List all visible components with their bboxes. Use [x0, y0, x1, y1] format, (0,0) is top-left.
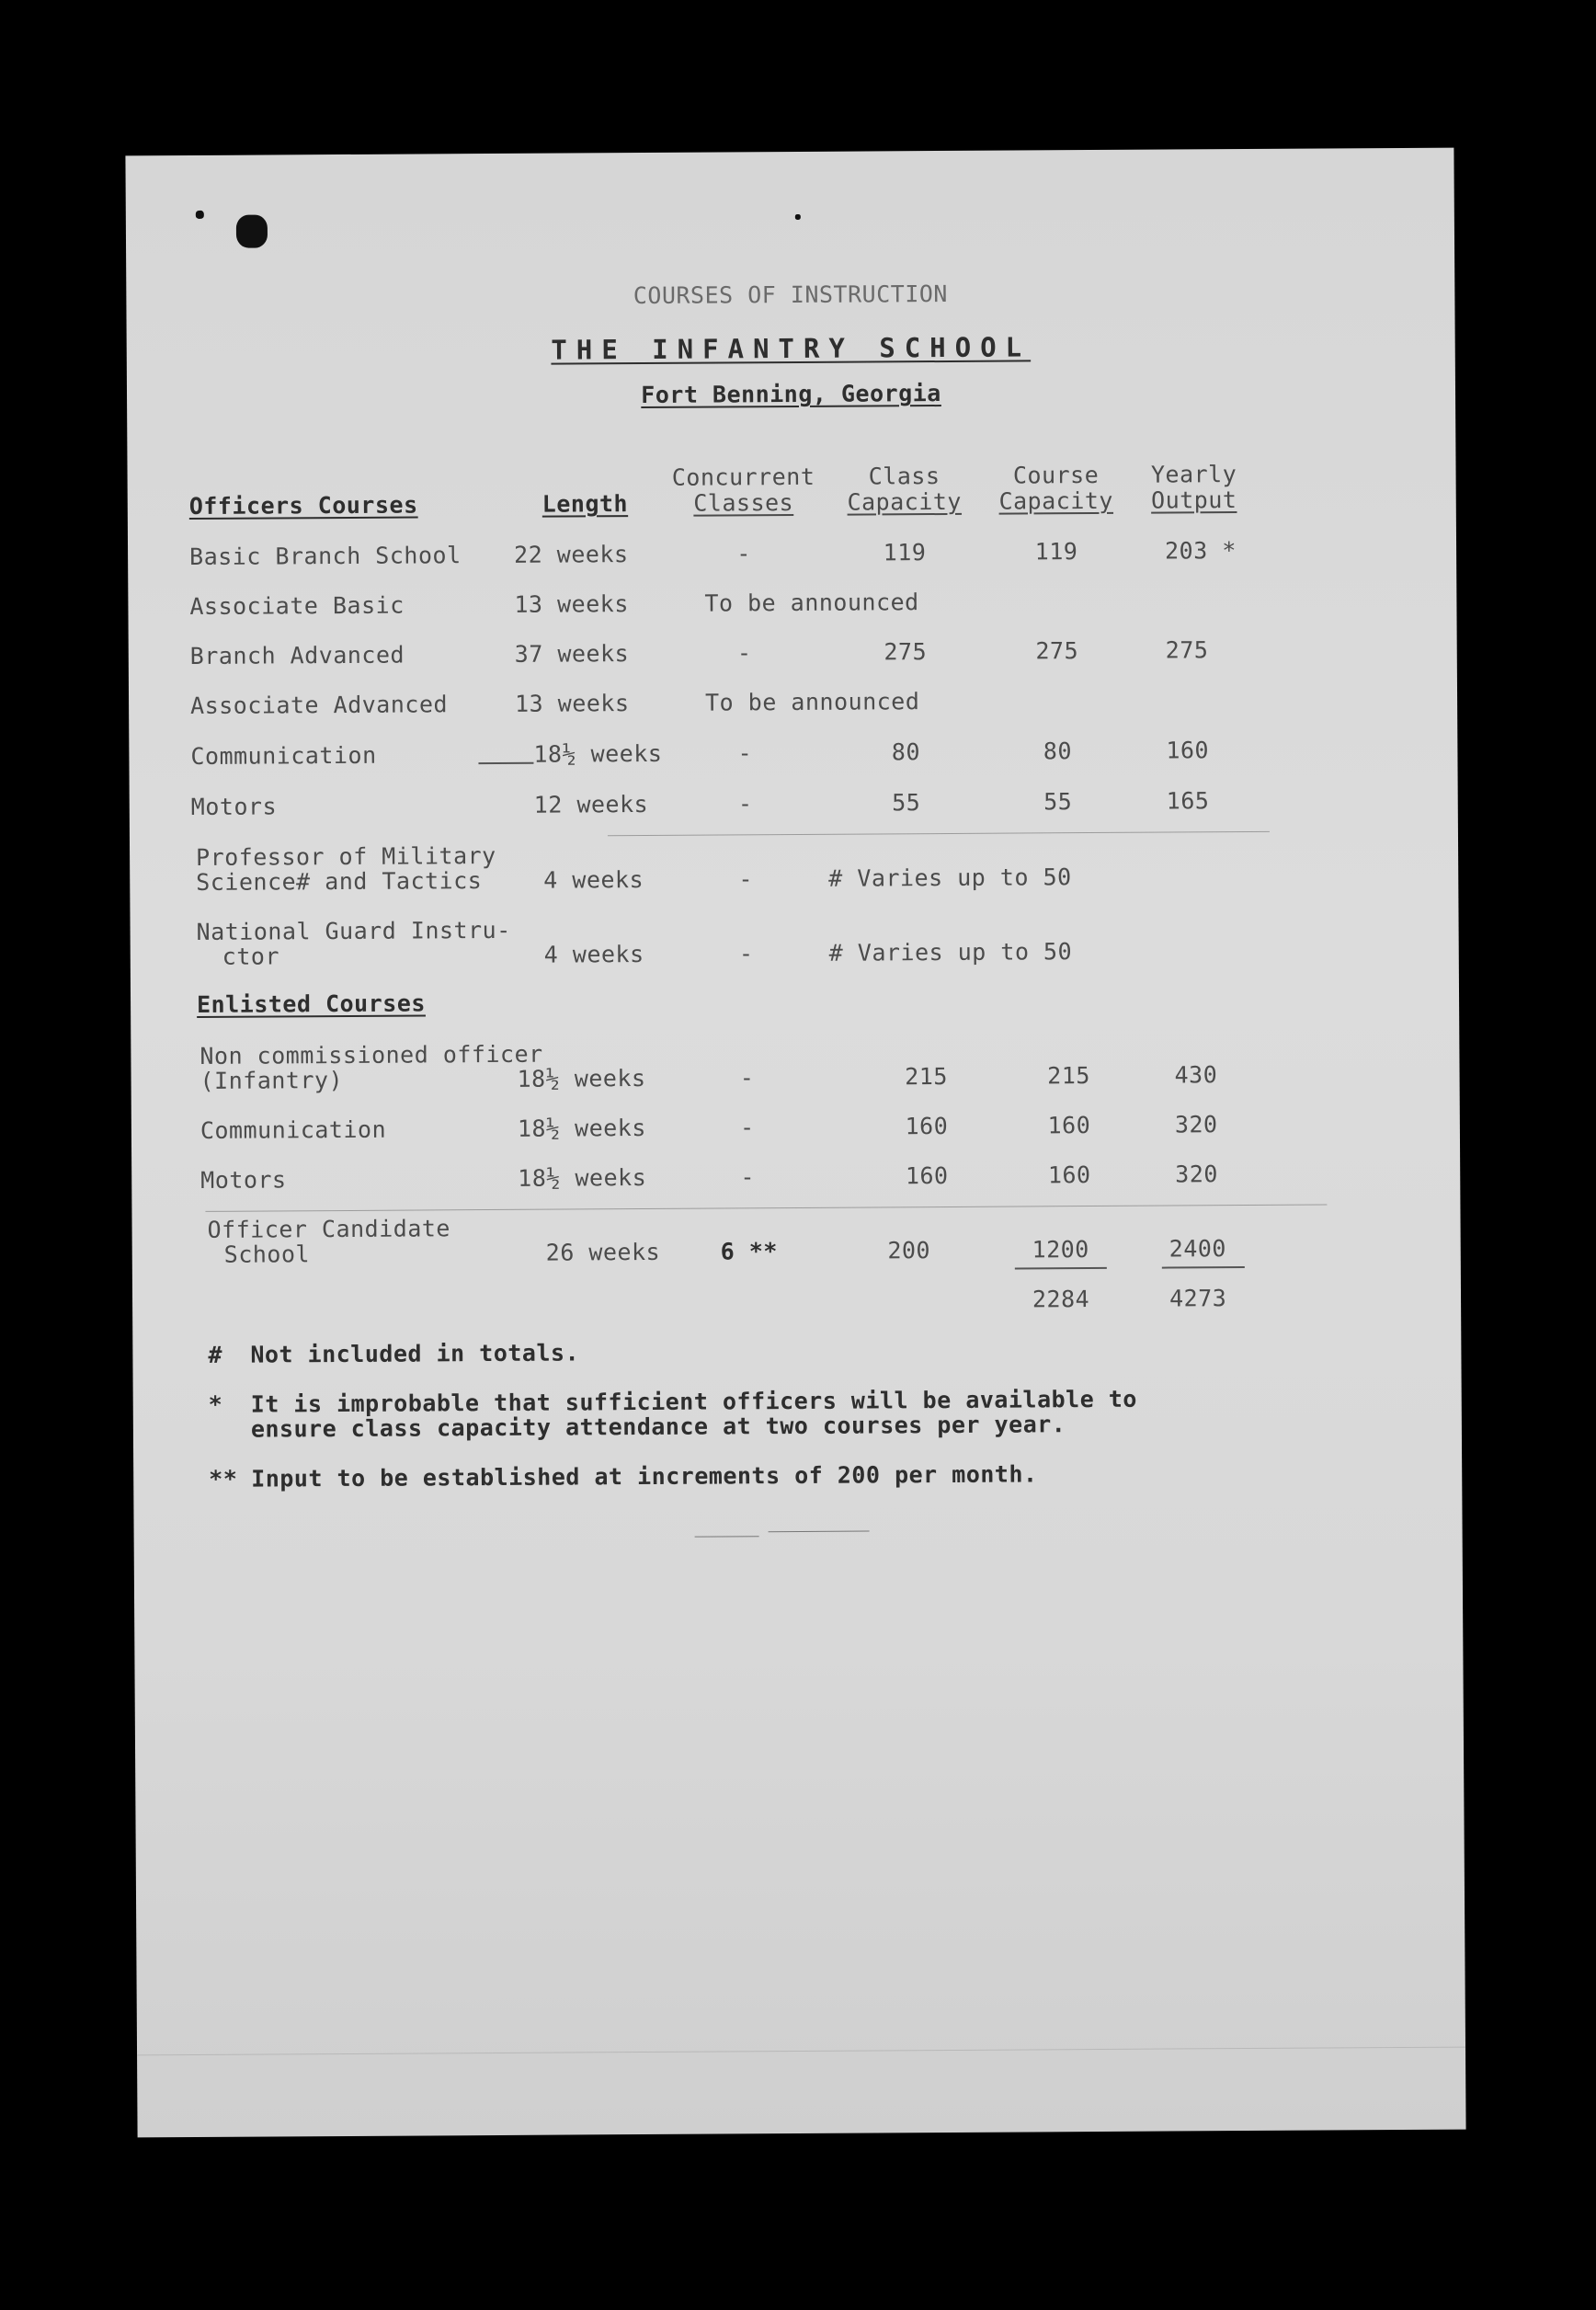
col-length: Length — [542, 490, 629, 518]
footnote-mark: * — [208, 1390, 223, 1418]
course-name: Officer Candidate — [207, 1215, 451, 1243]
class-capacity: 275 — [884, 638, 928, 666]
course-name: Professor of Military — [196, 841, 496, 871]
class-capacity: 55 — [892, 789, 921, 817]
section-divider — [205, 1204, 1327, 1211]
concurrent-classes: - — [739, 1064, 755, 1092]
course-capacity: 1200 — [1032, 1236, 1089, 1264]
location-subtitle: Fort Benning, Georgia — [641, 380, 941, 409]
col-class-capacity-1: Class — [868, 463, 940, 490]
course-name: Associate Basic — [189, 591, 405, 621]
yearly-output: 430 — [1174, 1061, 1218, 1089]
course-note: To be announced — [704, 688, 920, 716]
yearly-output: 165 — [1166, 787, 1210, 815]
course-note: # Varies up to 50 — [828, 863, 1072, 892]
concurrent-classes: - — [740, 1114, 755, 1141]
concurrent-classes: - — [736, 639, 752, 667]
enlisted-heading: Enlisted Courses — [196, 989, 426, 1018]
end-mark — [769, 1531, 870, 1533]
col-yearly-output-1: Yearly — [1150, 461, 1237, 488]
concurrent-classes: - — [738, 940, 754, 967]
class-capacity: 160 — [905, 1161, 949, 1190]
concurrent-classes: - — [736, 540, 751, 567]
course-length: 18½ weeks — [518, 1163, 647, 1192]
ink-dot — [795, 214, 801, 220]
course-note: To be announced — [704, 589, 919, 617]
course-name: Basic Branch School — [189, 542, 462, 571]
course-name: Motors — [200, 1166, 287, 1194]
document-title: THE INFANTRY SCHOOL — [551, 331, 1032, 366]
col-course-capacity-2: Capacity — [998, 486, 1114, 515]
col-course: Officers Courses — [188, 491, 418, 520]
class-capacity: 119 — [883, 539, 927, 566]
document-page — [125, 148, 1465, 2138]
col-concurrent-1: Concurrent — [671, 463, 815, 491]
course-name: Communication — [190, 741, 377, 771]
course-note: # Varies up to 50 — [828, 938, 1073, 966]
course-name-cont: Science# and Tactics — [196, 867, 483, 896]
concurrent-classes: - — [740, 1163, 756, 1191]
course-length: 12 weeks — [533, 790, 649, 818]
course-capacity: 275 — [1035, 637, 1079, 665]
course-name: Non commissioned officer — [200, 1040, 543, 1069]
course-name: Motors — [190, 793, 278, 821]
col-class-capacity-2: Capacity — [847, 487, 963, 516]
yearly-output: 275 — [1165, 636, 1209, 664]
yearly-output: 320 — [1174, 1111, 1218, 1138]
course-length: 18½ weeks — [517, 1064, 646, 1092]
concurrent-classes: - — [737, 739, 753, 767]
total-yearly-output: 4273 — [1168, 1285, 1227, 1312]
col-concurrent-2: Classes — [693, 489, 794, 517]
course-name-cont: (Infantry) — [200, 1067, 344, 1094]
footnote-mark: # — [208, 1341, 223, 1368]
page-heading: COURSES OF INSTRUCTION — [633, 280, 949, 310]
course-name: National Guard Instru- — [196, 916, 511, 945]
class-capacity: 200 — [887, 1237, 931, 1264]
section-divider — [608, 831, 1270, 836]
course-length: 26 weeks — [545, 1238, 661, 1266]
course-capacity: 160 — [1047, 1112, 1091, 1139]
course-length: 13 weeks — [514, 590, 629, 618]
course-capacity: 215 — [1047, 1062, 1090, 1090]
course-length: 4 weeks — [543, 941, 644, 968]
concurrent-classes: - — [737, 790, 753, 818]
class-capacity: 215 — [905, 1062, 948, 1091]
course-length: 22 weeks — [514, 541, 629, 568]
course-length: 13 weeks — [514, 690, 630, 717]
class-capacity: 160 — [905, 1112, 949, 1140]
course-name-cont: School — [223, 1241, 311, 1268]
course-name: Branch Advanced — [189, 641, 405, 670]
footnote-text: Not included in totals. — [250, 1339, 580, 1368]
yearly-output: 2400 — [1168, 1235, 1227, 1263]
yearly-output: 320 — [1175, 1161, 1218, 1188]
course-name-cont: ctor — [222, 943, 280, 970]
footnote-text-cont: ensure class capacity attendance at two courses per year. — [250, 1411, 1066, 1443]
total-rule — [1162, 1266, 1245, 1269]
class-capacity: 80 — [891, 738, 921, 766]
course-length: 18½ weeks — [533, 739, 663, 768]
course-capacity: 80 — [1043, 738, 1073, 765]
course-capacity: 55 — [1043, 788, 1073, 816]
end-mark — [695, 1536, 759, 1537]
course-length: 4 weeks — [543, 866, 644, 894]
yearly-output: 160 — [1166, 737, 1210, 764]
course-name: Associate Advanced — [189, 691, 449, 720]
course-capacity: 119 — [1034, 538, 1078, 566]
course-name: Communication — [200, 1115, 387, 1144]
total-rule — [1015, 1267, 1107, 1270]
course-capacity: 160 — [1047, 1161, 1091, 1189]
col-yearly-output-2: Output — [1150, 486, 1237, 514]
ink-blot — [236, 214, 268, 247]
course-length: 37 weeks — [514, 640, 630, 668]
col-course-capacity-1: Course — [1012, 461, 1100, 489]
total-course-capacity: 2284 — [1032, 1286, 1090, 1313]
ink-dot — [196, 211, 204, 219]
footnote-mark: ** — [209, 1465, 238, 1492]
concurrent-classes: - — [738, 865, 754, 893]
yearly-output: 203 * — [1164, 537, 1237, 565]
footnote-text: Input to be established at increments of 200 per month. — [251, 1460, 1038, 1492]
course-length: 18½ weeks — [517, 1114, 646, 1142]
leader-line — [478, 762, 533, 764]
concurrent-classes: 6 ** — [720, 1238, 779, 1265]
footnote-text: It is improbable that sufficient officers will be available to — [250, 1385, 1137, 1418]
